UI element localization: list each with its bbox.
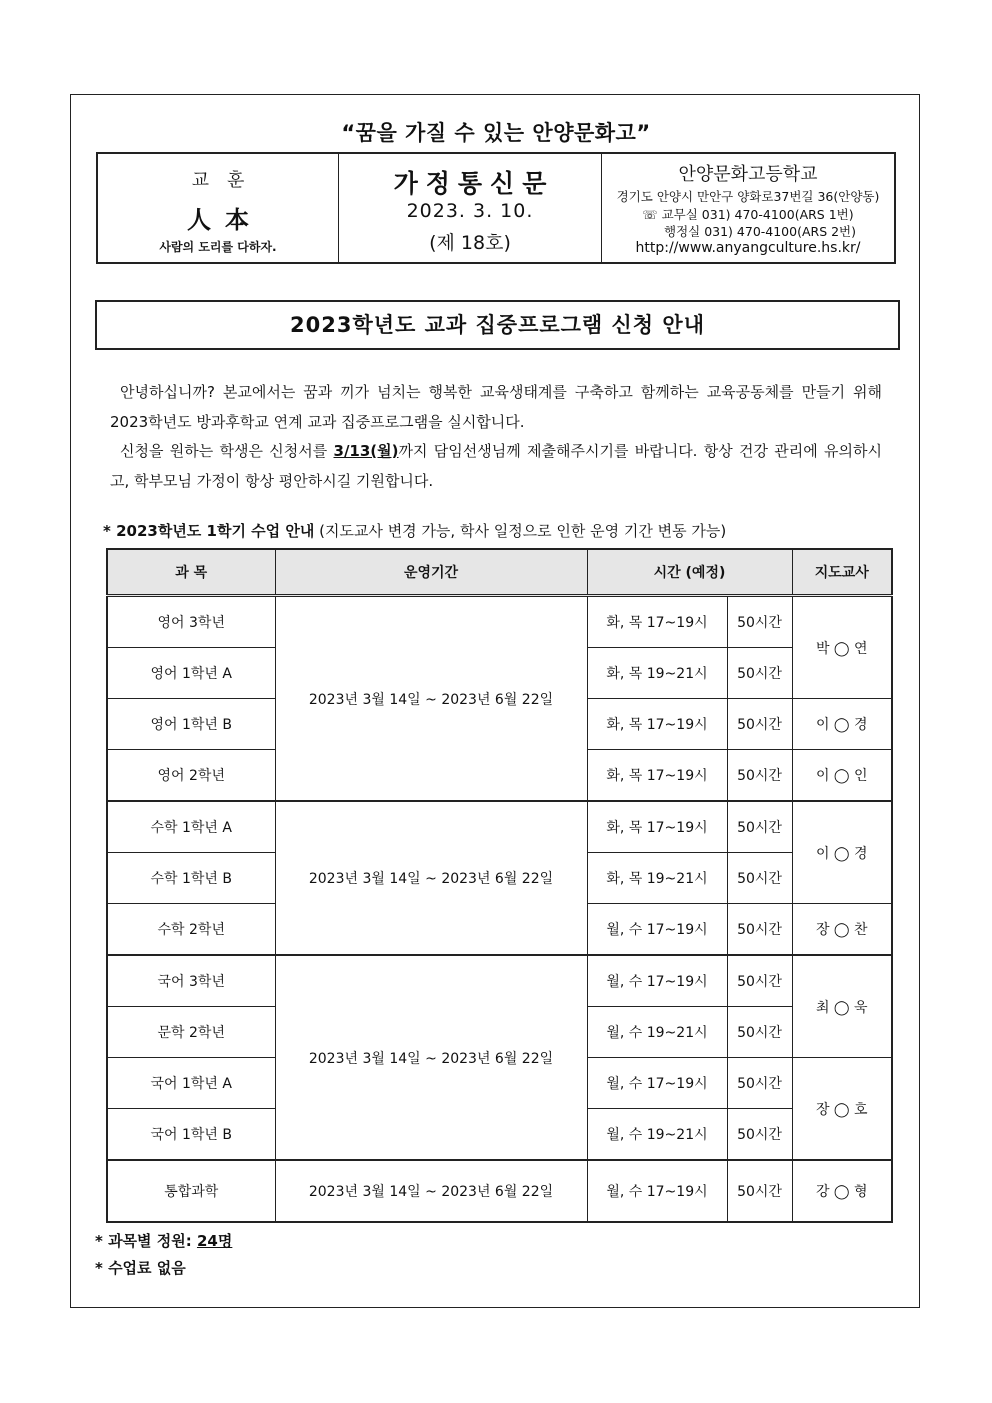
schedule-table [106, 548, 893, 1223]
cell-subject: 수학 1학년 B [107, 853, 275, 904]
intro-p2-after: 까지 담임선생님께 제출해주시기를 바랍니다. 항상 건강 관리에 유의하시고, 학부모님 가정이 항상 평안하시길 기원합니다. [110, 442, 882, 490]
fee-note: * 수업료 없음 [95, 1259, 186, 1277]
cell-hours: 50시간 [727, 1007, 792, 1058]
cell-time: 월, 수 17~19시 [587, 904, 727, 956]
table-row [107, 801, 892, 853]
capacity-note [95, 1228, 232, 1255]
table-header-row [107, 549, 892, 596]
cell-teacher: 이 ◯ 경 [792, 699, 892, 750]
cell-teacher: 최 ◯ 욱 [792, 955, 892, 1058]
cell-time: 월, 수 17~19시 [587, 1058, 727, 1109]
cell-time: 화, 목 19~21시 [587, 853, 727, 904]
issue-number: (제 18호) [429, 232, 511, 254]
cell-subject: 통합과학 [107, 1160, 275, 1222]
cell-teacher: 이 ◯ 인 [792, 750, 892, 802]
cell-teacher: 장 ◯ 찬 [792, 904, 892, 956]
header-subject: 과 목 [107, 549, 275, 596]
cell-subject: 영어 1학년 B [107, 699, 275, 750]
phone-office: ☏ 교무실 031) 470-4100(ARS 1번) [642, 207, 854, 222]
cell-time: 화, 목 17~19시 [587, 801, 727, 853]
cell-subject: 국어 1학년 B [107, 1109, 275, 1161]
newsletter-cell [338, 154, 601, 262]
cell-hours: 50시간 [727, 853, 792, 904]
cell-teacher: 장 ◯ 호 [792, 1058, 892, 1161]
cell-time: 월, 수 17~19시 [587, 955, 727, 1007]
footnotes [95, 1228, 232, 1282]
header-period: 운영기간 [275, 549, 587, 596]
intro-p2-before: 신청을 원하는 학생은 신청서를 [120, 442, 334, 460]
cell-teacher: 이 ◯ 경 [792, 801, 892, 904]
phone-admin: 행정실 031) 470-4100(ARS 2번) [664, 224, 857, 239]
cell-subject: 국어 1학년 A [107, 1058, 275, 1109]
cell-hours: 50시간 [727, 750, 792, 802]
header-teacher: 지도교사 [792, 549, 892, 596]
motto-subtitle: 사람의 도리를 다하자. [159, 240, 277, 254]
school-website: http://www.anyangculture.hs.kr/ [635, 240, 861, 256]
cell-time: 월, 수 17~19시 [587, 1160, 727, 1222]
table-row [107, 1160, 892, 1222]
cell-hours: 50시간 [727, 699, 792, 750]
intro-paragraph-1: 안녕하십니까? 본교에서는 꿈과 끼가 넘치는 행복한 교육생태계를 구축하고 함께하는 교육공동체를 만들기 위해 2023학년도 방과후학교 연계 교과 집중프로그램을 실시합니다. [110, 383, 882, 431]
doc-type: 가정통신문 [393, 169, 555, 198]
cell-time: 월, 수 19~21시 [587, 1007, 727, 1058]
cell-period: 2023년 3월 14일 ~ 2023년 6월 22일 [275, 955, 587, 1160]
note-bullet: * [103, 522, 117, 540]
cell-hours: 50시간 [727, 904, 792, 956]
cell-time: 화, 목 19~21시 [587, 648, 727, 699]
cell-time: 월, 수 19~21시 [587, 1109, 727, 1161]
schedule-note [103, 520, 726, 541]
cell-period: 2023년 3월 14일 ~ 2023년 6월 22일 [275, 596, 587, 802]
cell-subject: 영어 1학년 A [107, 648, 275, 699]
intro-text [110, 378, 882, 496]
cell-hours: 50시간 [727, 648, 792, 699]
cell-period: 2023년 3월 14일 ~ 2023년 6월 22일 [275, 801, 587, 955]
cell-time: 화, 목 17~19시 [587, 750, 727, 802]
cell-period: 2023년 3월 14일 ~ 2023년 6월 22일 [275, 1160, 587, 1222]
cell-teacher: 박 ◯ 연 [792, 596, 892, 699]
school-name: 안양문화고등학교 [678, 164, 818, 185]
document-title: 2023학년도 교과 집중프로그램 신청 안내 [95, 300, 900, 350]
slogan: “꿈을 가질 수 있는 안양문화고” [341, 121, 651, 145]
cell-hours: 50시간 [727, 1058, 792, 1109]
note-rest: (지도교사 변경 가능, 학사 일정으로 인한 운영 기간 변동 가능) [314, 522, 727, 540]
school-info-cell [601, 154, 894, 262]
cell-subject: 국어 3학년 [107, 955, 275, 1007]
header-time: 시간 (예정) [587, 549, 792, 596]
doc-date: 2023. 3. 10. [406, 200, 534, 222]
cell-subject: 영어 2학년 [107, 750, 275, 802]
table-row [107, 955, 892, 1007]
cell-time: 화, 목 17~19시 [587, 596, 727, 648]
capacity-label: * 과목별 정원: [95, 1232, 197, 1250]
cell-hours: 50시간 [727, 596, 792, 648]
capacity-value: 24명 [196, 1232, 233, 1250]
cell-hours: 50시간 [727, 801, 792, 853]
motto-cell [98, 154, 338, 262]
motto-text: 人本 [187, 205, 263, 234]
motto-label: 교훈 [191, 170, 263, 191]
cell-subject: 수학 1학년 A [107, 801, 275, 853]
note-bold: 2023학년도 1학기 수업 안내 [116, 522, 315, 540]
table-row [107, 596, 892, 648]
cell-teacher: 강 ◯ 형 [792, 1160, 892, 1222]
intro-paragraph-2 [110, 437, 882, 496]
cell-subject: 문학 2학년 [107, 1007, 275, 1058]
cell-hours: 50시간 [727, 1160, 792, 1222]
cell-subject: 영어 3학년 [107, 596, 275, 648]
cell-subject: 수학 2학년 [107, 904, 275, 956]
letterhead [96, 152, 896, 264]
deadline: 3/13(월) [333, 442, 399, 460]
cell-hours: 50시간 [727, 1109, 792, 1161]
school-address: 경기도 안양시 만안구 양화로37번길 36(안양동) [616, 189, 880, 204]
cell-time: 화, 목 17~19시 [587, 699, 727, 750]
cell-hours: 50시간 [727, 955, 792, 1007]
